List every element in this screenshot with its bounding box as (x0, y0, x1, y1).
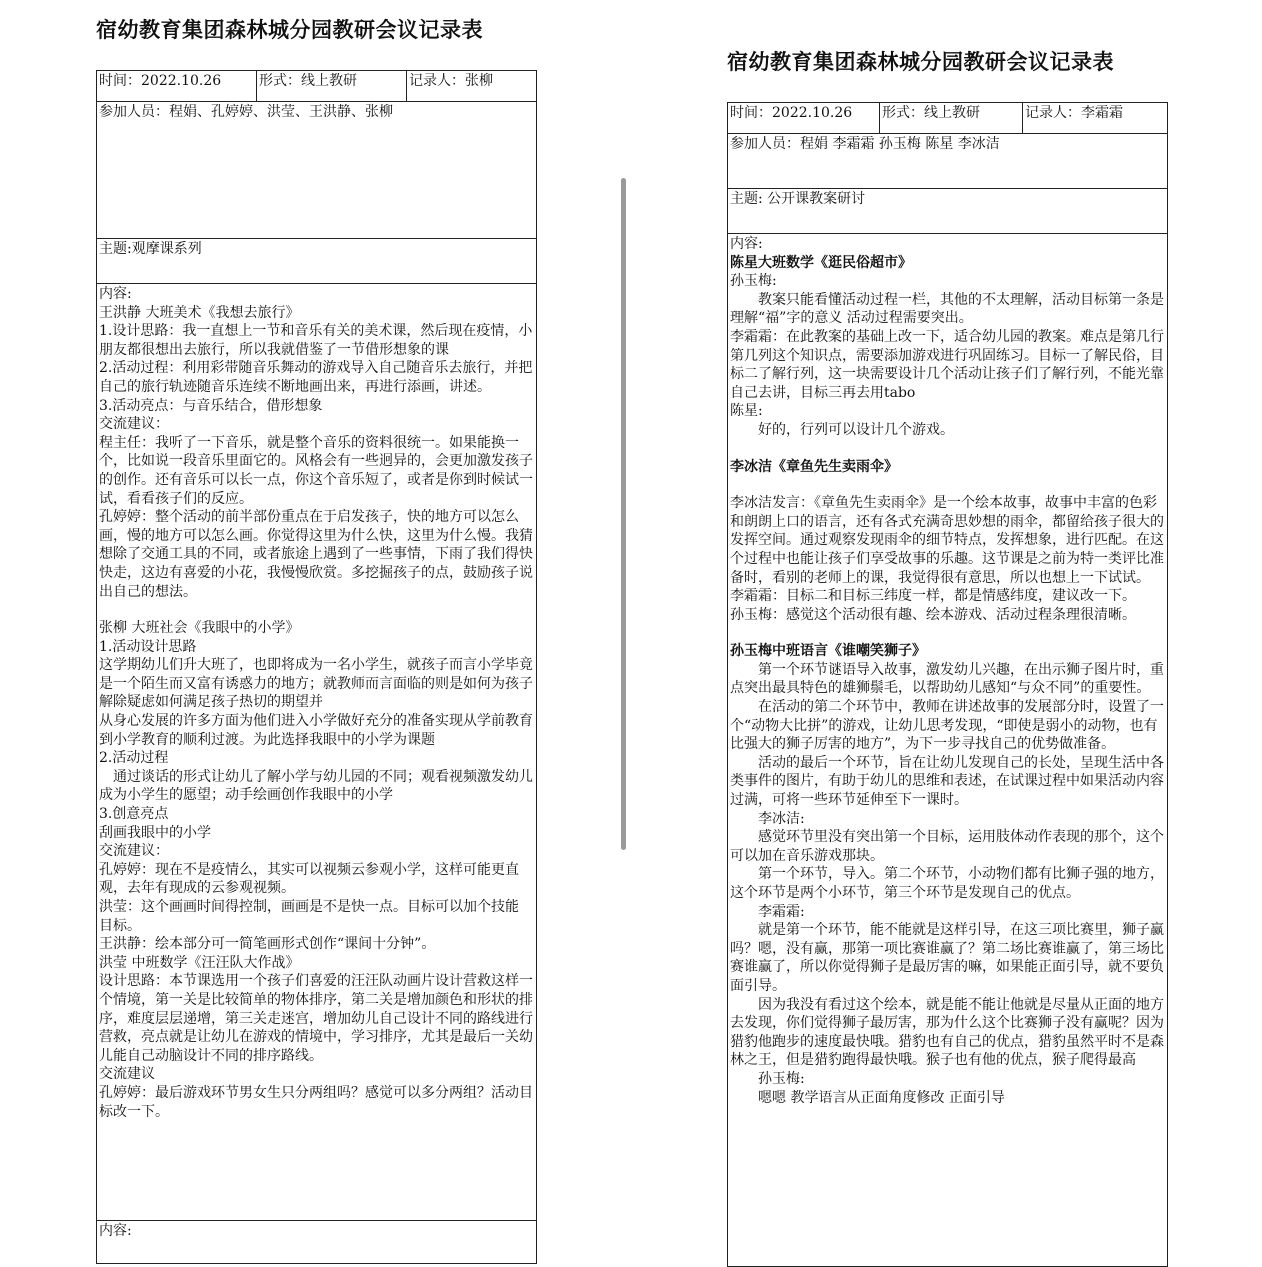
participants-cell: 参加人员：程娟、孔婷婷、洪莹、王洪静、张柳 (97, 102, 537, 239)
content-paragraph: 在活动的第二个环节中，教师在讲述故事的发展部分时，设置了一个“动物大比拼”的游戏，让幼儿思考发现，“即使是弱小的动物，也有比强大的狮子厉害的地方”，为下一步寻找自己的优势做准备。 (730, 699, 1164, 753)
content-paragraph (730, 624, 1165, 642)
content-paragraph: 内容: (730, 236, 763, 252)
content-paragraph: 刮画我眼中的小学 (99, 824, 211, 841)
content-paragraph: 设计思路：本节课选用一个孩子们喜爱的汪汪队动画片设计营救这样一个情境，第一关是比较简单的物体排序，第二关是增加颜色和形状的排序，难度层层递增，第三关走迷宫，增加幼儿自己设计不同的路线进行营救，亮点就是让幼儿在游戏的情境中，学习排序，尤其是最后一关幼儿能自己动脑设计不同的排序路线。 (99, 973, 533, 1064)
content-paragraph: 李霜霜：在此教案的基础上改一下，适合幼儿园的教案。难点是第几行第几列这个知识点，需要添加游戏进行巩固练习。目标一了解民俗，目标二了解行列，这一块需要设计几个活动让孩子们了解行列，不能光靠自己去讲，目标三再去用tabo (730, 328, 1164, 401)
content-paragraph: 教案只能看懂活动过程一栏，其他的不太理解，活动目标第一条是理解“福”字的意义 活动过程需要突出。 (730, 291, 1164, 327)
content-paragraph: 1.活动设计思路 (99, 638, 197, 655)
form-cell: 形式：线上教研 (257, 71, 407, 102)
content-paragraph: 交流建议： (99, 416, 169, 433)
content-paragraph: 感觉环节里没有突出第一个目标，运用肢体动作表现的那个，这个可以加在音乐游戏那块。 (730, 829, 1164, 864)
content-paragraph: 王洪静 大班美术《我想去旅行》 (99, 304, 300, 321)
content-paragraph (730, 476, 1165, 494)
scrollbar[interactable] (621, 178, 626, 850)
content-paragraph: 通过谈话的形式让幼儿了解小学与幼儿园的不同；观看视频激发幼儿成为小学生的愿望；动手绘画创作我眼中的小学 (99, 768, 533, 804)
topic-cell: 主题: 公开课教案研讨 (728, 189, 1168, 234)
content-paragraph: 陈星: (730, 403, 763, 420)
content-paragraph: 因为我没有看过这个绘本，就是能不能让他就是尽量从正面的地方去发现，你们觉得狮子最厉害，那为什么这个比赛狮子没有赢呢？因为猎豹他跑步的速度最快哦。猎豹也有自己的优点，猎豹虽然平时不是森林之王，但是猎豹跑得最快哦。猴子也有他的优点，猴子爬得最高 (730, 996, 1164, 1069)
content-paragraph: 目标。 (99, 917, 141, 934)
content-paragraph: 孙玉梅：感觉这个活动很有趣、绘本游戏、活动过程条理很清晰。 (730, 606, 1136, 623)
content-paragraph: 第一个环节，导入。第二个环节，小动物们都有比狮子强的地方，这个环节是两个小环节，第三个环节是发现自己的优点。 (730, 866, 1164, 901)
content-paragraph: 这学期幼儿们升大班了，也即将成为一名小学生，就孩子而言小学毕竟是一个陌生而又富有诱惑力的地方；就教师而言面临的则是如何为孩子解除疑虑如何满足孩子热切的期望并 (99, 657, 533, 711)
content-paragraph: 孙玉梅: (730, 273, 777, 290)
content-paragraph: 洪莹：这个画画时间得控制，画画是不是快一点。目标可以加个技能 (99, 899, 519, 915)
content-paragraph: 从身心发展的许多方面为他们进入小学做好充分的准备实现从学前教育到小学教育的顺利过渡。为此选择我眼中的小学为课题 (99, 713, 533, 748)
content-paragraph (730, 440, 1165, 458)
content-paragraph: 2.活动过程：利用彩带随音乐舞动的游戏导入自己随音乐去旅行，并把自己的旅行轨迹随音乐连续不断地画出来，再进行添画，讲述。 (99, 360, 533, 395)
record-table (727, 102, 1168, 1267)
content-paragraph: 张柳 大班社会《我眼中的小学》 (99, 620, 300, 637)
form-cell: 形式：线上教研 (880, 103, 1023, 134)
content-paragraph: 李霜霜: (730, 903, 805, 920)
content-paragraph: 嗯嗯 教学语言从正面角度修改 正面引导 (730, 1089, 1005, 1106)
content-cell (97, 284, 537, 1221)
content-paragraph: 3.创意亮点 (99, 806, 169, 823)
time-cell: 时间：2022.10.26 (728, 103, 880, 134)
participants-cell: 参加人员：程娟 李霜霜 孙玉梅 陈星 李冰洁 (728, 134, 1168, 189)
section-heading: 陈星大班数学《逛民俗超市》 (730, 254, 912, 271)
page-title: 宿幼教育集团森林城分园教研会议记录表 (727, 50, 1114, 74)
content-paragraph: 第一个环节谜语导入故事，激发幼儿兴趣，在出示狮子图片时，重点突出最具特色的雄狮鬃毛，以帮助幼儿感知“与众不同”的重要性。 (730, 661, 1164, 697)
content-paragraph (99, 601, 534, 619)
content-paragraph: 孙玉梅: (730, 1070, 805, 1087)
content-body (99, 285, 534, 1121)
content-paragraph: 内容: (99, 286, 132, 302)
content-paragraph: 交流建议 (99, 1066, 155, 1083)
content-paragraph: 好的，行列可以设计几个游戏。 (730, 421, 954, 438)
page-title: 宿幼教育集团森林城分园教研会议记录表 (96, 18, 483, 42)
content-paragraph: 孔婷婷：现在不是疫情么，其实可以视频云参观小学，这样可能更直观，去年有现成的云参观视频。 (99, 861, 519, 897)
content-paragraph: 2.活动过程 (99, 750, 169, 767)
content-paragraph: 王洪静：绘本部分可一简笔画形式创作“课间十分钟”。 (99, 936, 436, 953)
content-paragraph: 1.设计思路：我一直想上一节和音乐有关的美术课，然后现在疫情，小朋友都很想出去旅行，所以我就借鉴了一节借形想象的课 (99, 323, 533, 358)
record-table (96, 70, 537, 1264)
footer-content-cell: 内容: (97, 1221, 537, 1264)
content-paragraph: 孔婷婷：整个活动的前半部份重点在于启发孩子，快的地方可以怎么画，慢的地方可以怎么画。你觉得这里为什么快，这里为什么慢。我猜想除了交通工具的不同，或者旅途上遇到了一些事情，下雨了我们得快快走，这边有喜爱的小花，我慢慢欣赏。多挖掘孩子的点，鼓励孩子说出自己的想法。 (99, 509, 533, 600)
time-cell: 时间：2022.10.26 (97, 71, 257, 102)
content-paragraph: 李霜霜：目标二和目标三纬度一样，都是情感纬度，建议改一下。 (730, 588, 1136, 605)
content-paragraph: 李冰洁发言：《章鱼先生卖雨伞》是一个绘本故事，故事中丰富的色彩和朗朗上口的语言，还有各式充满奇思妙想的雨伞，都留给孩子很大的发挥空间。通过观察发现雨伞的细节特点，发挥想象，进行匹配。在这个过程中也能让孩子们享受故事的乐趣。这节课是之前为特一类评比准备时，看别的老师上的课，我觉得很有意思，所以也想上一下试试。 (730, 495, 1164, 586)
content-paragraph: 活动的最后一个环节，旨在让幼儿发现自己的长处，呈现生活中各类事件的图片，有助于幼儿的思维和表述，在试课过程中如果活动内容过满，可将一些环节延伸至下一课时。 (730, 754, 1164, 809)
content-paragraph: 李冰洁: (730, 810, 805, 827)
content-paragraph: 就是第一个环节，能不能就是这样引导，在这三项比赛里，狮子赢吗？嗯，没有赢，那第一项比赛谁赢了？第二场比赛谁赢了，第三场比赛谁赢了，所以你觉得狮子是最厉害的嘛，如果能正面引导，就不要负面引导。 (730, 922, 1164, 994)
content-cell (728, 234, 1168, 1267)
content-paragraph: 3.活动亮点：与音乐结合，借形想象 (99, 397, 323, 414)
content-paragraph: 孔婷婷：最后游戏环节男女生只分两组吗？感觉可以多分两组？活动目标改一下。 (99, 1084, 533, 1120)
topic-cell: 主题:观摩课系列 (97, 239, 537, 284)
recorder-cell: 记录人：张柳 (407, 71, 537, 102)
recorder-cell: 记录人：李霜霜 (1023, 103, 1168, 134)
content-body (730, 235, 1165, 1107)
section-heading: 孙玉梅中班语言《谁嘲笑狮子》 (730, 643, 926, 660)
content-paragraph: 程主任：我听了一下音乐，就是整个音乐的资料很统一。如果能换一个，比如说一段音乐里面它的。风格会有一些迥异的，会更加激发孩子的创作。还有音乐可以长一点，你这个音乐短了，或者是你到时候试一试，看看孩子们的反应。 (99, 434, 533, 507)
content-paragraph: 洪莹 中班数学《汪汪队大作战》 (99, 954, 300, 971)
content-paragraph: 交流建议： (99, 843, 169, 860)
section-heading: 李冰洁《章鱼先生卖雨伞》 (730, 458, 898, 475)
